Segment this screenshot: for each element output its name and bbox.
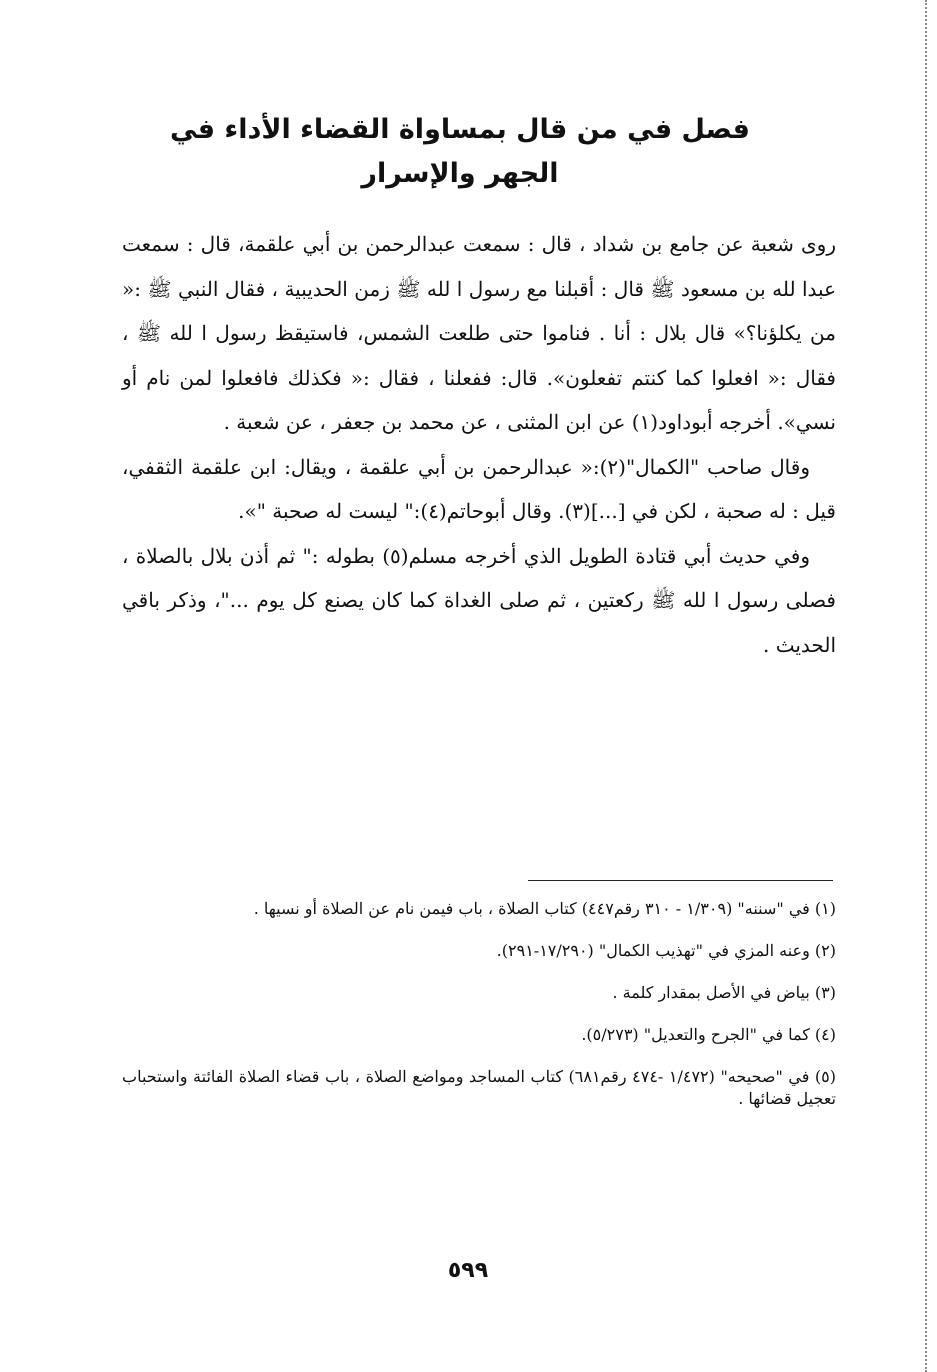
paragraph-1: روى شعبة عن جامع بن شداد ، قال : سمعت عبدالرحمن بن أبي علقمة، قال : سمعت عبدا لله بن مسعود ﷺ قال : أقبلنا مع رسول ا لله ﷺ زمن الحديبية ، فقال النبي ﷺ :« من يكلؤنا؟» قال بلال : أنا . فناموا حتى طلعت الشمس، فاستيقظ رسول ا لله ﷺ ، فقال :« افعلوا كما كنتم تفعلون». قال: ففعلنا ، فقال :« فكذلك فافعلوا لمن نام أو نسي». أخرجه أبوداود(١) عن ابن المثنى ، عن محمد بن جعفر ، عن شعبة . xyxy=(122,232,836,434)
footnote-5: (٥) في "صحيحه" (١/٤٧٢ -٤٧٤ رقم٦٨١) كتاب المساجد ومواضع الصلاة ، باب قضاء الصلاة الفائتة واستحباب تعجيل قضائها . xyxy=(122,1067,837,1108)
footnote-3: (٣) بياض في الأصل بمقدار كلمة . xyxy=(612,983,836,1002)
main-text xyxy=(122,222,836,667)
footnote-4: (٤) كما في "الجرح والتعديل" (٥/٢٧٣). xyxy=(581,1025,836,1044)
section-title: فصل في من قال بمساواة القضاء الأداء في الجهر والإسرار xyxy=(170,114,750,189)
footnote-1: (١) في "سننه" (١/٣٠٩ - ٣١٠ رقم٤٤٧) كتاب الصلاة ، باب فيمن نام عن الصلاة أو نسيها . xyxy=(253,899,836,918)
paragraph-3: وفي حديث أبي قتادة الطويل الذي أخرجه مسلم(٥) بطوله :" ثم أذن بلال بالصلاة ، فصلى رسول ا لله ﷺ ركعتين ، ثم صلى الغداة كما كان يصنع كل يوم ..."، وذكر باقي الحديث . xyxy=(122,543,836,657)
footnote-2: (٢) وعنه المزي في "تهذيب الكمال" (١٧/٢٩٠-٢٩١). xyxy=(496,941,836,960)
footnotes xyxy=(122,898,836,1130)
footnote-separator xyxy=(528,880,833,881)
paragraph-2: وقال صاحب "الكمال"(٢):« عبدالرحمن بن أبي علقمة ، ويقال: ابن علقمة الثقفي، قيل : له صحبة ، لكن في [...](٣). وقال أبوحاتم(٤):" ليست له صحبة "». xyxy=(122,454,836,523)
page-edge-dotted-border xyxy=(925,0,927,1372)
page-number: ٥٩٩ xyxy=(447,1258,489,1283)
